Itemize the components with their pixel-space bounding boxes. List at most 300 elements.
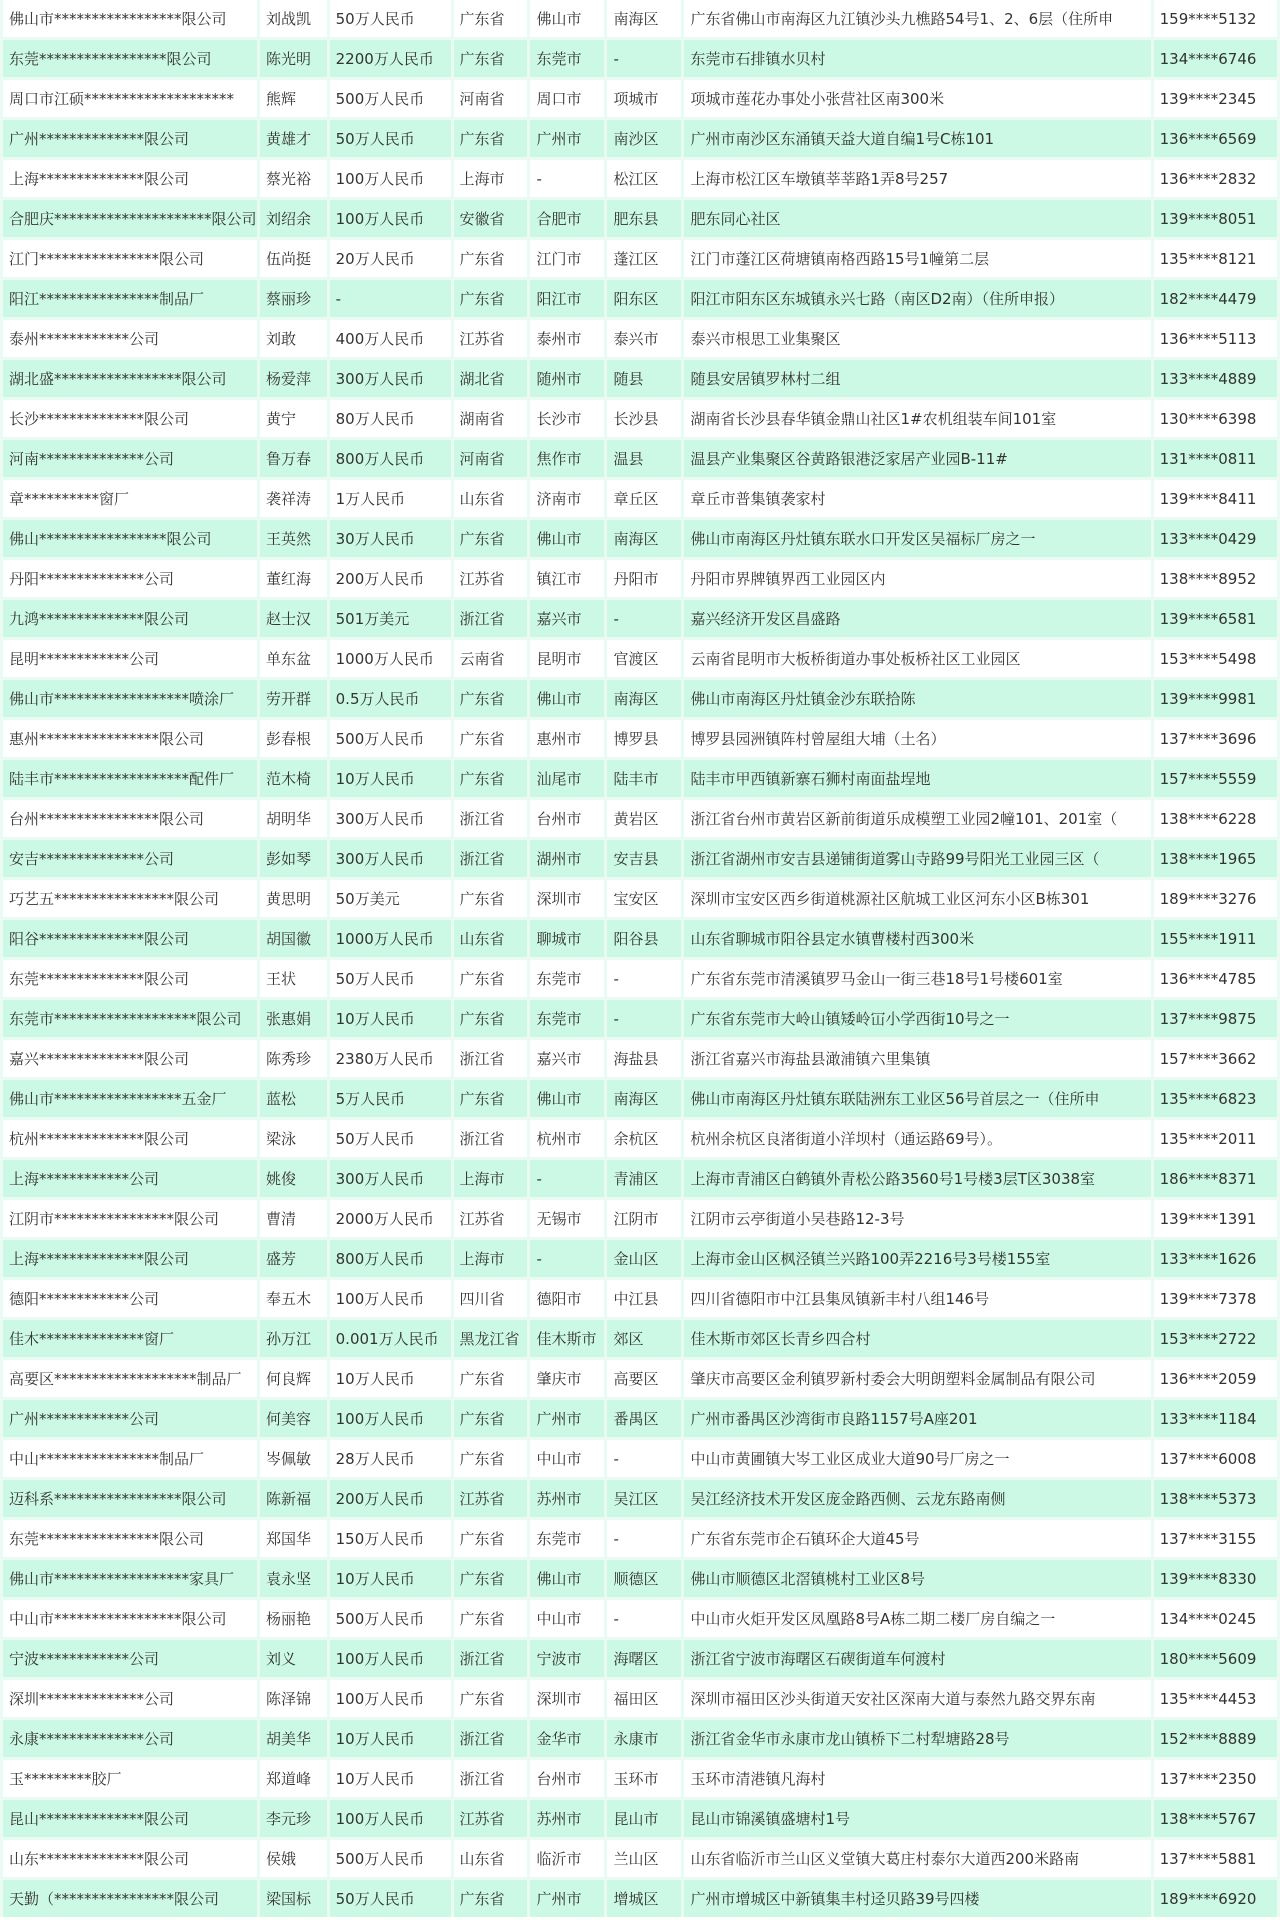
table-row bbox=[3, 1600, 1277, 1637]
address-cell: 玉环市清港镇凡海村 bbox=[684, 1760, 1150, 1797]
district-cell: 兰山区 bbox=[607, 1840, 681, 1877]
reg-capital-cell: 501万美元 bbox=[330, 600, 451, 637]
table-row bbox=[3, 1880, 1277, 1917]
address-cell: 东莞市石排镇水贝村 bbox=[684, 40, 1150, 77]
district-cell: 吴江区 bbox=[607, 1480, 681, 1517]
reg-capital-cell: 100万人民币 bbox=[330, 1680, 451, 1717]
table-row bbox=[3, 1440, 1277, 1477]
phone-cell: 138****6228 bbox=[1154, 800, 1277, 837]
phone-cell: 135****2011 bbox=[1154, 1120, 1277, 1157]
address-cell: 江阴市云亭街道小吴巷路12-3号 bbox=[684, 1200, 1150, 1237]
province-cell: 山东省 bbox=[454, 920, 528, 957]
province-cell: 广东省 bbox=[454, 120, 528, 157]
table-row bbox=[3, 1040, 1277, 1077]
legal-rep-cell: 刘义 bbox=[260, 1640, 327, 1677]
company-name-cell: 泰州************公司 bbox=[3, 320, 257, 357]
company-name-cell: 长沙**************限公司 bbox=[3, 400, 257, 437]
table-row bbox=[3, 1720, 1277, 1757]
table-row bbox=[3, 120, 1277, 157]
address-cell: 项城市莲花办事处小张营社区南300米 bbox=[684, 80, 1150, 117]
city-cell: 金华市 bbox=[530, 1720, 604, 1757]
table-row bbox=[3, 1160, 1277, 1197]
address-cell: 山东省聊城市阳谷县定水镇曹楼村西300米 bbox=[684, 920, 1150, 957]
phone-cell: 136****2059 bbox=[1154, 1360, 1277, 1397]
legal-rep-cell: 刘战凯 bbox=[260, 0, 327, 37]
reg-capital-cell: 200万人民币 bbox=[330, 560, 451, 597]
city-cell: - bbox=[530, 1240, 604, 1277]
company-name-cell: 佛山市*****************限公司 bbox=[3, 0, 257, 37]
district-cell: 南海区 bbox=[607, 1080, 681, 1117]
company-name-cell: 中山市*****************限公司 bbox=[3, 1600, 257, 1637]
address-cell: 浙江省宁波市海曙区石碶街道车何渡村 bbox=[684, 1640, 1150, 1677]
reg-capital-cell: 2380万人民币 bbox=[330, 1040, 451, 1077]
address-cell: 佛山市南海区丹灶镇金沙东联拾陈 bbox=[684, 680, 1150, 717]
legal-rep-cell: 梁国标 bbox=[260, 1880, 327, 1917]
legal-rep-cell: 何美容 bbox=[260, 1400, 327, 1437]
district-cell: 松江区 bbox=[607, 160, 681, 197]
city-cell: 杭州市 bbox=[530, 1120, 604, 1157]
company-name-cell: 江阴市****************限公司 bbox=[3, 1200, 257, 1237]
legal-rep-cell: 盛芳 bbox=[260, 1240, 327, 1277]
phone-cell: 131****0811 bbox=[1154, 440, 1277, 477]
district-cell: - bbox=[607, 1440, 681, 1477]
city-cell: 苏州市 bbox=[530, 1480, 604, 1517]
city-cell: 临沂市 bbox=[530, 1840, 604, 1877]
reg-capital-cell: 5万人民币 bbox=[330, 1080, 451, 1117]
reg-capital-cell: 200万人民币 bbox=[330, 1480, 451, 1517]
legal-rep-cell: 陈泽锦 bbox=[260, 1680, 327, 1717]
phone-cell: 136****5113 bbox=[1154, 320, 1277, 357]
company-name-cell: 东莞*****************限公司 bbox=[3, 40, 257, 77]
city-cell: 广州市 bbox=[530, 120, 604, 157]
legal-rep-cell: 蔡光裕 bbox=[260, 160, 327, 197]
province-cell: 河南省 bbox=[454, 440, 528, 477]
table-row bbox=[3, 1120, 1277, 1157]
district-cell: 南沙区 bbox=[607, 120, 681, 157]
table-row bbox=[3, 440, 1277, 477]
province-cell: 广东省 bbox=[454, 520, 528, 557]
address-cell: 浙江省嘉兴市海盐县澉浦镇六里集镇 bbox=[684, 1040, 1150, 1077]
legal-rep-cell: 袁永坚 bbox=[260, 1560, 327, 1597]
city-cell: 昆明市 bbox=[530, 640, 604, 677]
reg-capital-cell: 10万人民币 bbox=[330, 1360, 451, 1397]
district-cell: 南海区 bbox=[607, 680, 681, 717]
company-name-cell: 章**********窗厂 bbox=[3, 480, 257, 517]
reg-capital-cell: 100万人民币 bbox=[330, 1640, 451, 1677]
reg-capital-cell: - bbox=[330, 280, 451, 317]
city-cell: 深圳市 bbox=[530, 880, 604, 917]
phone-cell: 135****8121 bbox=[1154, 240, 1277, 277]
phone-cell: 138****5373 bbox=[1154, 1480, 1277, 1517]
province-cell: 江苏省 bbox=[454, 1800, 528, 1837]
company-name-cell: 高要区*******************制品厂 bbox=[3, 1360, 257, 1397]
legal-rep-cell: 郑国华 bbox=[260, 1520, 327, 1557]
address-cell: 佛山市南海区丹灶镇东联水口开发区吴福标厂房之一 bbox=[684, 520, 1150, 557]
city-cell: 广州市 bbox=[530, 1400, 604, 1437]
table-row bbox=[3, 1560, 1277, 1597]
city-cell: 东莞市 bbox=[530, 960, 604, 997]
legal-rep-cell: 李元珍 bbox=[260, 1800, 327, 1837]
phone-cell: 139****7378 bbox=[1154, 1280, 1277, 1317]
phone-cell: 138****1965 bbox=[1154, 840, 1277, 877]
province-cell: 广东省 bbox=[454, 280, 528, 317]
address-cell: 深圳市福田区沙头街道天安社区深南大道与泰然九路交界东南 bbox=[684, 1680, 1150, 1717]
city-cell: 佛山市 bbox=[530, 680, 604, 717]
city-cell: 镇江市 bbox=[530, 560, 604, 597]
phone-cell: 135****4453 bbox=[1154, 1680, 1277, 1717]
table-row bbox=[3, 360, 1277, 397]
address-cell: 广州市增城区中新镇集丰村迳贝路39号四楼 bbox=[684, 1880, 1150, 1917]
district-cell: 海曙区 bbox=[607, 1640, 681, 1677]
address-cell: 广东省东莞市清溪镇罗马金山一街三巷18号1号楼601室 bbox=[684, 960, 1150, 997]
table-row bbox=[3, 400, 1277, 437]
city-cell: 江门市 bbox=[530, 240, 604, 277]
province-cell: 湖南省 bbox=[454, 400, 528, 437]
city-cell: 惠州市 bbox=[530, 720, 604, 757]
district-cell: 蓬江区 bbox=[607, 240, 681, 277]
district-cell: 江阴市 bbox=[607, 1200, 681, 1237]
table-row bbox=[3, 640, 1277, 677]
district-cell: 南海区 bbox=[607, 0, 681, 37]
phone-cell: 159****5132 bbox=[1154, 0, 1277, 37]
table-row bbox=[3, 720, 1277, 757]
city-cell: 东莞市 bbox=[530, 1520, 604, 1557]
phone-cell: 139****8051 bbox=[1154, 200, 1277, 237]
company-name-cell: 上海**************限公司 bbox=[3, 160, 257, 197]
province-cell: 上海市 bbox=[454, 1240, 528, 1277]
province-cell: 浙江省 bbox=[454, 600, 528, 637]
reg-capital-cell: 50万人民币 bbox=[330, 1880, 451, 1917]
address-cell: 温县产业集聚区谷黄路银港泛家居产业园B-11# bbox=[684, 440, 1150, 477]
district-cell: 阳东区 bbox=[607, 280, 681, 317]
city-cell: 东莞市 bbox=[530, 1000, 604, 1037]
company-name-cell: 佛山市******************家具厂 bbox=[3, 1560, 257, 1597]
table-row bbox=[3, 1480, 1277, 1517]
table-row bbox=[3, 1360, 1277, 1397]
address-cell: 深圳市宝安区西乡街道桃源社区航城工业区河东小区B栋301 bbox=[684, 880, 1150, 917]
district-cell: 海盐县 bbox=[607, 1040, 681, 1077]
province-cell: 江苏省 bbox=[454, 1480, 528, 1517]
table-row bbox=[3, 1640, 1277, 1677]
reg-capital-cell: 100万人民币 bbox=[330, 1800, 451, 1837]
company-name-cell: 佛山市******************喷涂厂 bbox=[3, 680, 257, 717]
province-cell: 广东省 bbox=[454, 1560, 528, 1597]
company-name-cell: 上海**************限公司 bbox=[3, 1240, 257, 1277]
table-row bbox=[3, 1080, 1277, 1117]
phone-cell: 137****6008 bbox=[1154, 1440, 1277, 1477]
city-cell: 佛山市 bbox=[530, 520, 604, 557]
table-row bbox=[3, 80, 1277, 117]
company-name-cell: 江门****************限公司 bbox=[3, 240, 257, 277]
city-cell: 肇庆市 bbox=[530, 1360, 604, 1397]
district-cell: - bbox=[607, 1520, 681, 1557]
reg-capital-cell: 10万人民币 bbox=[330, 1000, 451, 1037]
phone-cell: 138****5767 bbox=[1154, 1800, 1277, 1837]
reg-capital-cell: 1万人民币 bbox=[330, 480, 451, 517]
city-cell: 泰州市 bbox=[530, 320, 604, 357]
city-cell: 阳江市 bbox=[530, 280, 604, 317]
reg-capital-cell: 300万人民币 bbox=[330, 840, 451, 877]
phone-cell: 189****6920 bbox=[1154, 1880, 1277, 1917]
legal-rep-cell: 蓝松 bbox=[260, 1080, 327, 1117]
province-cell: 上海市 bbox=[454, 160, 528, 197]
company-name-cell: 丹阳**************公司 bbox=[3, 560, 257, 597]
phone-cell: 136****6569 bbox=[1154, 120, 1277, 157]
address-cell: 中山市火炬开发区凤凰路8号A栋二期二楼厂房自编之一 bbox=[684, 1600, 1150, 1637]
district-cell: 宝安区 bbox=[607, 880, 681, 917]
reg-capital-cell: 50万人民币 bbox=[330, 1120, 451, 1157]
address-cell: 广东省东莞市企石镇环企大道45号 bbox=[684, 1520, 1150, 1557]
legal-rep-cell: 彭如琴 bbox=[260, 840, 327, 877]
phone-cell: 135****6823 bbox=[1154, 1080, 1277, 1117]
legal-rep-cell: 王英然 bbox=[260, 520, 327, 557]
district-cell: 长沙县 bbox=[607, 400, 681, 437]
city-cell: 佛山市 bbox=[530, 1560, 604, 1597]
phone-cell: 137****5881 bbox=[1154, 1840, 1277, 1877]
district-cell: 温县 bbox=[607, 440, 681, 477]
legal-rep-cell: 董红海 bbox=[260, 560, 327, 597]
province-cell: 山东省 bbox=[454, 1840, 528, 1877]
table-row bbox=[3, 1840, 1277, 1877]
district-cell: 余杭区 bbox=[607, 1120, 681, 1157]
legal-rep-cell: 黄宁 bbox=[260, 400, 327, 437]
province-cell: 广东省 bbox=[454, 1360, 528, 1397]
company-name-cell: 昆山**************限公司 bbox=[3, 1800, 257, 1837]
phone-cell: 133****1626 bbox=[1154, 1240, 1277, 1277]
phone-cell: 152****8889 bbox=[1154, 1720, 1277, 1757]
address-cell: 随县安居镇罗林村二组 bbox=[684, 360, 1150, 397]
legal-rep-cell: 梁泳 bbox=[260, 1120, 327, 1157]
company-name-cell: 东莞市*******************限公司 bbox=[3, 1000, 257, 1037]
district-cell: 肥东县 bbox=[607, 200, 681, 237]
province-cell: 山东省 bbox=[454, 480, 528, 517]
reg-capital-cell: 400万人民币 bbox=[330, 320, 451, 357]
city-cell: 聊城市 bbox=[530, 920, 604, 957]
address-cell: 吴江经济技术开发区庞金路西侧、云龙东路南侧 bbox=[684, 1480, 1150, 1517]
district-cell: 高要区 bbox=[607, 1360, 681, 1397]
company-name-cell: 德阳************公司 bbox=[3, 1280, 257, 1317]
legal-rep-cell: 何良辉 bbox=[260, 1360, 327, 1397]
phone-cell: 139****8411 bbox=[1154, 480, 1277, 517]
legal-rep-cell: 鲁万春 bbox=[260, 440, 327, 477]
city-cell: 汕尾市 bbox=[530, 760, 604, 797]
address-cell: 四川省德阳市中江县集凤镇新丰村八组146号 bbox=[684, 1280, 1150, 1317]
district-cell: 南海区 bbox=[607, 520, 681, 557]
city-cell: 佳木斯市 bbox=[530, 1320, 604, 1357]
reg-capital-cell: 50万人民币 bbox=[330, 120, 451, 157]
province-cell: 广东省 bbox=[454, 1880, 528, 1917]
address-cell: 湖南省长沙县春华镇金鼎山社区1#农机组装车间101室 bbox=[684, 400, 1150, 437]
company-name-cell: 惠州****************限公司 bbox=[3, 720, 257, 757]
city-cell: 德阳市 bbox=[530, 1280, 604, 1317]
company-name-cell: 嘉兴**************限公司 bbox=[3, 1040, 257, 1077]
address-cell: 佛山市顺德区北滘镇桃村工业区8号 bbox=[684, 1560, 1150, 1597]
city-cell: 嘉兴市 bbox=[530, 1040, 604, 1077]
address-cell: 浙江省湖州市安吉县递铺街道雾山寺路99号阳光工业园三区（ bbox=[684, 840, 1150, 877]
phone-cell: 182****4479 bbox=[1154, 280, 1277, 317]
city-cell: 佛山市 bbox=[530, 1080, 604, 1117]
legal-rep-cell: 孙万江 bbox=[260, 1320, 327, 1357]
province-cell: 广东省 bbox=[454, 1000, 528, 1037]
table-row bbox=[3, 1240, 1277, 1277]
company-name-cell: 阳谷**************限公司 bbox=[3, 920, 257, 957]
district-cell: 中江县 bbox=[607, 1280, 681, 1317]
table-row bbox=[3, 1320, 1277, 1357]
district-cell: 泰兴市 bbox=[607, 320, 681, 357]
table-row bbox=[3, 160, 1277, 197]
company-name-cell: 宁波************公司 bbox=[3, 1640, 257, 1677]
phone-cell: 139****6581 bbox=[1154, 600, 1277, 637]
district-cell: - bbox=[607, 1600, 681, 1637]
city-cell: 合肥市 bbox=[530, 200, 604, 237]
reg-capital-cell: 100万人民币 bbox=[330, 160, 451, 197]
reg-capital-cell: 500万人民币 bbox=[330, 1600, 451, 1637]
company-name-cell: 佛山*****************限公司 bbox=[3, 520, 257, 557]
company-name-cell: 台州****************限公司 bbox=[3, 800, 257, 837]
company-name-cell: 昆明************公司 bbox=[3, 640, 257, 677]
district-cell: 昆山市 bbox=[607, 1800, 681, 1837]
phone-cell: 136****4785 bbox=[1154, 960, 1277, 997]
table-row bbox=[3, 920, 1277, 957]
phone-cell: 130****6398 bbox=[1154, 400, 1277, 437]
phone-cell: 189****3276 bbox=[1154, 880, 1277, 917]
table-row bbox=[3, 1280, 1277, 1317]
district-cell: 金山区 bbox=[607, 1240, 681, 1277]
province-cell: 浙江省 bbox=[454, 1120, 528, 1157]
province-cell: 江苏省 bbox=[454, 1200, 528, 1237]
reg-capital-cell: 150万人民币 bbox=[330, 1520, 451, 1557]
district-cell: 官渡区 bbox=[607, 640, 681, 677]
legal-rep-cell: 胡美华 bbox=[260, 1720, 327, 1757]
legal-rep-cell: 袭祥涛 bbox=[260, 480, 327, 517]
reg-capital-cell: 10万人民币 bbox=[330, 1760, 451, 1797]
phone-cell: 186****8371 bbox=[1154, 1160, 1277, 1197]
province-cell: 浙江省 bbox=[454, 1720, 528, 1757]
table-row bbox=[3, 240, 1277, 277]
table-row bbox=[3, 1760, 1277, 1797]
table-row bbox=[3, 1000, 1277, 1037]
address-cell: 浙江省台州市黄岩区新前街道乐成模塑工业园2幢101、201室（ bbox=[684, 800, 1150, 837]
district-cell: 增城区 bbox=[607, 1880, 681, 1917]
city-cell: 周口市 bbox=[530, 80, 604, 117]
legal-rep-cell: 陈秀珍 bbox=[260, 1040, 327, 1077]
reg-capital-cell: 100万人民币 bbox=[330, 1280, 451, 1317]
address-cell: 中山市黄圃镇大岑工业区成业大道90号厂房之一 bbox=[684, 1440, 1150, 1477]
company-name-cell: 湖北盛*****************限公司 bbox=[3, 360, 257, 397]
reg-capital-cell: 800万人民币 bbox=[330, 1240, 451, 1277]
province-cell: 浙江省 bbox=[454, 1760, 528, 1797]
address-cell: 上海市松江区车墩镇莘莘路1弄8号257 bbox=[684, 160, 1150, 197]
company-name-cell: 阳江****************制品厂 bbox=[3, 280, 257, 317]
city-cell: 长沙市 bbox=[530, 400, 604, 437]
city-cell: 台州市 bbox=[530, 800, 604, 837]
legal-rep-cell: 姚俊 bbox=[260, 1160, 327, 1197]
address-cell: 云南省昆明市大板桥街道办事处板桥社区工业园区 bbox=[684, 640, 1150, 677]
province-cell: 广东省 bbox=[454, 760, 528, 797]
company-name-cell: 安吉**************公司 bbox=[3, 840, 257, 877]
reg-capital-cell: 80万人民币 bbox=[330, 400, 451, 437]
phone-cell: 137****3696 bbox=[1154, 720, 1277, 757]
legal-rep-cell: 王状 bbox=[260, 960, 327, 997]
phone-cell: 155****1911 bbox=[1154, 920, 1277, 957]
province-cell: 广东省 bbox=[454, 680, 528, 717]
address-cell: 肥东同心社区 bbox=[684, 200, 1150, 237]
table-row bbox=[3, 800, 1277, 837]
address-cell: 浙江省金华市永康市龙山镇桥下二村犁塘路28号 bbox=[684, 1720, 1150, 1757]
province-cell: 广东省 bbox=[454, 1520, 528, 1557]
district-cell: 安吉县 bbox=[607, 840, 681, 877]
address-cell: 肇庆市高要区金利镇罗新村委会大明朗塑料金属制品有限公司 bbox=[684, 1360, 1150, 1397]
company-name-cell: 广州************公司 bbox=[3, 1400, 257, 1437]
company-name-cell: 杭州**************限公司 bbox=[3, 1120, 257, 1157]
reg-capital-cell: 10万人民币 bbox=[330, 760, 451, 797]
phone-cell: 133****1184 bbox=[1154, 1400, 1277, 1437]
city-cell: 济南市 bbox=[530, 480, 604, 517]
district-cell: 丹阳市 bbox=[607, 560, 681, 597]
district-cell: 郊区 bbox=[607, 1320, 681, 1357]
province-cell: 浙江省 bbox=[454, 800, 528, 837]
company-name-cell: 山东**************限公司 bbox=[3, 1840, 257, 1877]
district-cell: 顺德区 bbox=[607, 1560, 681, 1597]
company-name-cell: 中山****************制品厂 bbox=[3, 1440, 257, 1477]
table-row bbox=[3, 520, 1277, 557]
table-row bbox=[3, 1200, 1277, 1237]
table-row bbox=[3, 560, 1277, 597]
address-cell: 博罗县园洲镇阵村曾屋组大埔（土名） bbox=[684, 720, 1150, 757]
legal-rep-cell: 单东盆 bbox=[260, 640, 327, 677]
company-name-cell: 迈科系*****************限公司 bbox=[3, 1480, 257, 1517]
table-row bbox=[3, 680, 1277, 717]
legal-rep-cell: 胡国徽 bbox=[260, 920, 327, 957]
phone-cell: 134****6746 bbox=[1154, 40, 1277, 77]
legal-rep-cell: 刘敢 bbox=[260, 320, 327, 357]
company-name-cell: 东莞****************限公司 bbox=[3, 1520, 257, 1557]
legal-rep-cell: 赵士汉 bbox=[260, 600, 327, 637]
reg-capital-cell: 2200万人民币 bbox=[330, 40, 451, 77]
district-cell: 博罗县 bbox=[607, 720, 681, 757]
phone-cell: 133****4889 bbox=[1154, 360, 1277, 397]
reg-capital-cell: 1000万人民币 bbox=[330, 640, 451, 677]
province-cell: 广东省 bbox=[454, 0, 528, 37]
legal-rep-cell: 劳开群 bbox=[260, 680, 327, 717]
address-cell: 嘉兴经济开发区昌盛路 bbox=[684, 600, 1150, 637]
phone-cell: 157****5559 bbox=[1154, 760, 1277, 797]
city-cell: 宁波市 bbox=[530, 1640, 604, 1677]
city-cell: 苏州市 bbox=[530, 1800, 604, 1837]
legal-rep-cell: 曹清 bbox=[260, 1200, 327, 1237]
legal-rep-cell: 侯娥 bbox=[260, 1840, 327, 1877]
reg-capital-cell: 1000万人民币 bbox=[330, 920, 451, 957]
address-cell: 广东省佛山市南海区九江镇沙头九樵路54号1、2、6层（住所申 bbox=[684, 0, 1150, 37]
table-row bbox=[3, 480, 1277, 517]
legal-rep-cell: 胡明华 bbox=[260, 800, 327, 837]
company-name-cell: 广州**************限公司 bbox=[3, 120, 257, 157]
company-name-cell: 陆丰市******************配件厂 bbox=[3, 760, 257, 797]
reg-capital-cell: 100万人民币 bbox=[330, 200, 451, 237]
reg-capital-cell: 500万人民币 bbox=[330, 80, 451, 117]
city-cell: 中山市 bbox=[530, 1440, 604, 1477]
address-cell: 泰兴市根思工业集聚区 bbox=[684, 320, 1150, 357]
district-cell: - bbox=[607, 40, 681, 77]
table-row bbox=[3, 600, 1277, 637]
address-cell: 昆山市锦溪镇盛塘村1号 bbox=[684, 1800, 1150, 1837]
province-cell: 浙江省 bbox=[454, 1040, 528, 1077]
province-cell: 广东省 bbox=[454, 1440, 528, 1477]
legal-rep-cell: 岑佩敏 bbox=[260, 1440, 327, 1477]
province-cell: 上海市 bbox=[454, 1160, 528, 1197]
reg-capital-cell: 50万人民币 bbox=[330, 0, 451, 37]
company-name-cell: 佳木**************窗厂 bbox=[3, 1320, 257, 1357]
